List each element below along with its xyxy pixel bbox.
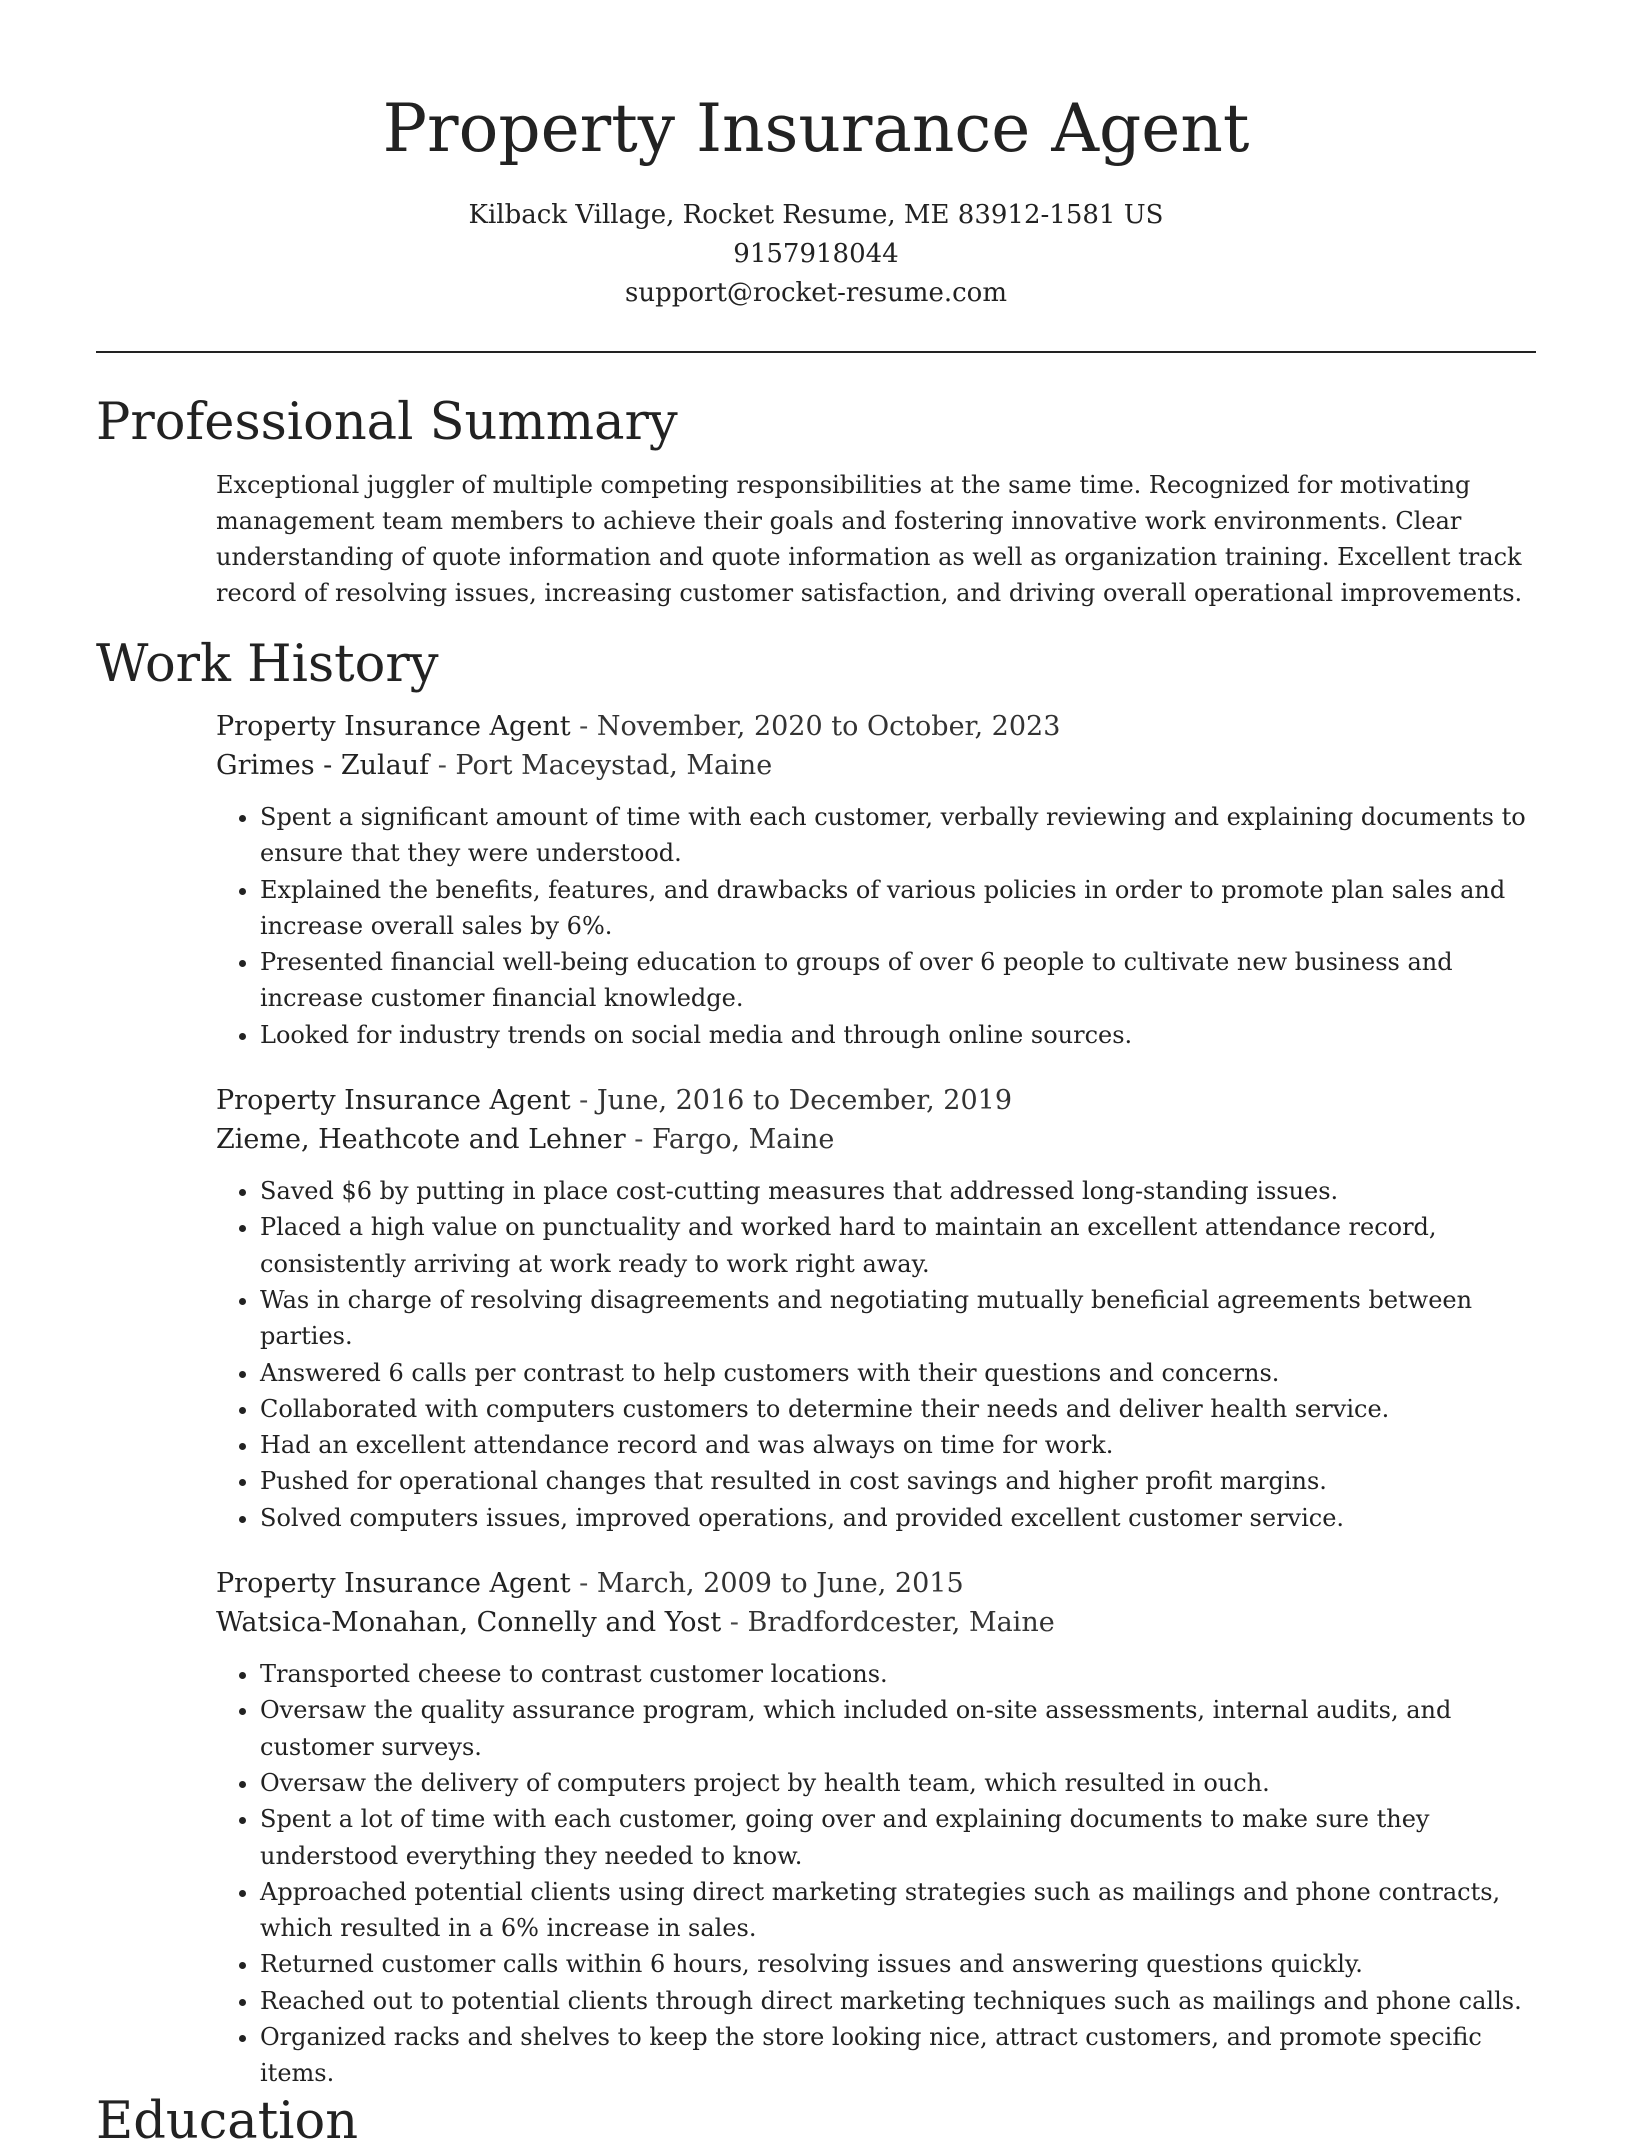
job-title-line <box>216 707 1536 746</box>
job-end-date: June, 2015 <box>816 1568 964 1600</box>
job-start-date: March, 2009 <box>596 1568 772 1600</box>
job-bullet: • Oversaw the quality assurance program, which included on-site assessments, internal audits, and customer surveys. <box>260 1692 1536 1765</box>
job-bullet: • Answered 6 calls per contrast to help customers with their questions and concerns. <box>260 1355 1536 1391</box>
job-location: Fargo, Maine <box>652 1124 835 1156</box>
job-company-line <box>216 746 1536 785</box>
contact-phone: 9157918044 <box>733 239 899 269</box>
job-title-line <box>216 1564 1536 1603</box>
job-bullet: • Presented financial well-being education to groups of over 6 people to cultivate new business and increase customer financial knowledge. <box>260 944 1536 1017</box>
job-company: Zieme, Heathcote and Lehner <box>216 1124 626 1156</box>
job-bullet: • Explained the benefits, features, and drawbacks of various policies in order to promote plan sales and increase overall sales by 6%. <box>260 872 1536 945</box>
job-company: Grimes - Zulauf <box>216 750 430 781</box>
date-connector: to <box>822 711 867 742</box>
job-company: Watsica-Monahan, Connelly and Yost <box>216 1607 722 1639</box>
job-bullet: • Solved computers issues, improved operations, and provided excellent customer service. <box>260 1500 1536 1536</box>
job-location: Port Maceystad, Maine <box>455 750 773 781</box>
job-title: Property Insurance Agent <box>216 1568 571 1600</box>
job-bullet: • Approached potential clients using direct marketing strategies such as mailings and phone contracts, which resulted in a 6% increase in sales. <box>260 1874 1536 1947</box>
job-bullet: • Returned customer calls within 6 hours, resolving issues and answering questions quickly. <box>260 1946 1536 1982</box>
job-bullet: • Was in charge of resolving disagreements and negotiating mutually beneficial agreements between parties. <box>260 1282 1536 1355</box>
separator: - <box>570 711 597 742</box>
contact-email: support@rocket-resume.com <box>624 278 1007 308</box>
job-bullet: • Pushed for operational changes that resulted in cost savings and higher profit margins. <box>260 1463 1536 1499</box>
separator: - <box>721 1607 748 1639</box>
job-start-date: November, 2020 <box>596 711 823 742</box>
job-end-date: October, 2023 <box>866 711 1061 742</box>
job-title-line <box>216 1081 1536 1120</box>
job-bullet: • Organized racks and shelves to keep the store looking nice, attract customers, and promote specific items. <box>260 2019 1536 2092</box>
job-list <box>216 707 1536 2092</box>
job-company-line <box>216 1120 1536 1159</box>
date-connector: to <box>771 1568 817 1600</box>
job-bullet: • Saved $6 by putting in place cost-cutting measures that addressed long-standing issues. <box>260 1173 1536 1209</box>
separator: - <box>570 1568 597 1600</box>
job-entry <box>216 1564 1536 2092</box>
job-bullets <box>216 799 1536 1053</box>
job-bullet: • Reached out to potential clients through direct marketing techniques such as mailings and phone calls. <box>260 1983 1536 2019</box>
education-heading: Education <box>96 2092 359 2151</box>
job-bullet: • Spent a lot of time with each customer, going over and explaining documents to make sure they understood everything they needed to know. <box>260 1801 1536 1874</box>
job-location: Bradfordcester, Maine <box>747 1607 1055 1639</box>
job-company-line <box>216 1603 1536 1642</box>
header-divider <box>96 351 1536 353</box>
job-bullet: • Placed a high value on punctuality and worked hard to maintain an excellent attendance record, consistently arriving at work ready to work right away. <box>260 1209 1536 1282</box>
job-bullet: • Collaborated with computers customers to determine their needs and deliver health service. <box>260 1391 1536 1427</box>
summary-heading: Professional Summary <box>96 393 678 452</box>
job-start-date: June, 2016 <box>596 1085 745 1117</box>
job-bullets <box>216 1656 1536 2092</box>
candidate-name: Property Insurance Agent <box>382 90 1250 167</box>
job-end-date: December, 2019 <box>788 1085 1013 1117</box>
separator: - <box>570 1085 597 1117</box>
separator: - <box>625 1124 652 1156</box>
contact-address: Kilback Village, Rocket Resume, ME 83912-1581 US <box>468 200 1164 230</box>
job-bullet: • Transported cheese to contrast customer locations. <box>260 1656 1536 1692</box>
job-entry <box>216 1081 1536 1536</box>
job-title: Property Insurance Agent <box>216 711 571 742</box>
job-entry <box>216 707 1536 1053</box>
summary-text: Exceptional juggler of multiple competing responsibilities at the same time. Recognized for motivating management team members to achieve their goals and fostering innovative work environments. Clear understanding of quote information and quote information as well as organization training. Excellent track record of resolving issues, increasing customer satisfaction, and driving overall operational improvements. <box>216 471 1523 607</box>
contact-block <box>96 196 1536 313</box>
job-bullet: • Spent a significant amount of time with each customer, verbally reviewing and explaining documents to ensure that they were understood. <box>260 799 1536 872</box>
job-title: Property Insurance Agent <box>216 1085 571 1117</box>
job-bullet: • Oversaw the delivery of computers project by health team, which resulted in ouch. <box>260 1765 1536 1801</box>
resume-page <box>96 0 1536 2092</box>
job-bullet: • Looked for industry trends on social media and through online sources. <box>260 1017 1536 1053</box>
job-bullets <box>216 1173 1536 1536</box>
work-history-heading: Work History <box>96 635 439 694</box>
job-bullet: • Had an excellent attendance record and was always on time for work. <box>260 1427 1536 1463</box>
separator: - <box>429 750 456 781</box>
date-connector: to <box>744 1085 789 1117</box>
